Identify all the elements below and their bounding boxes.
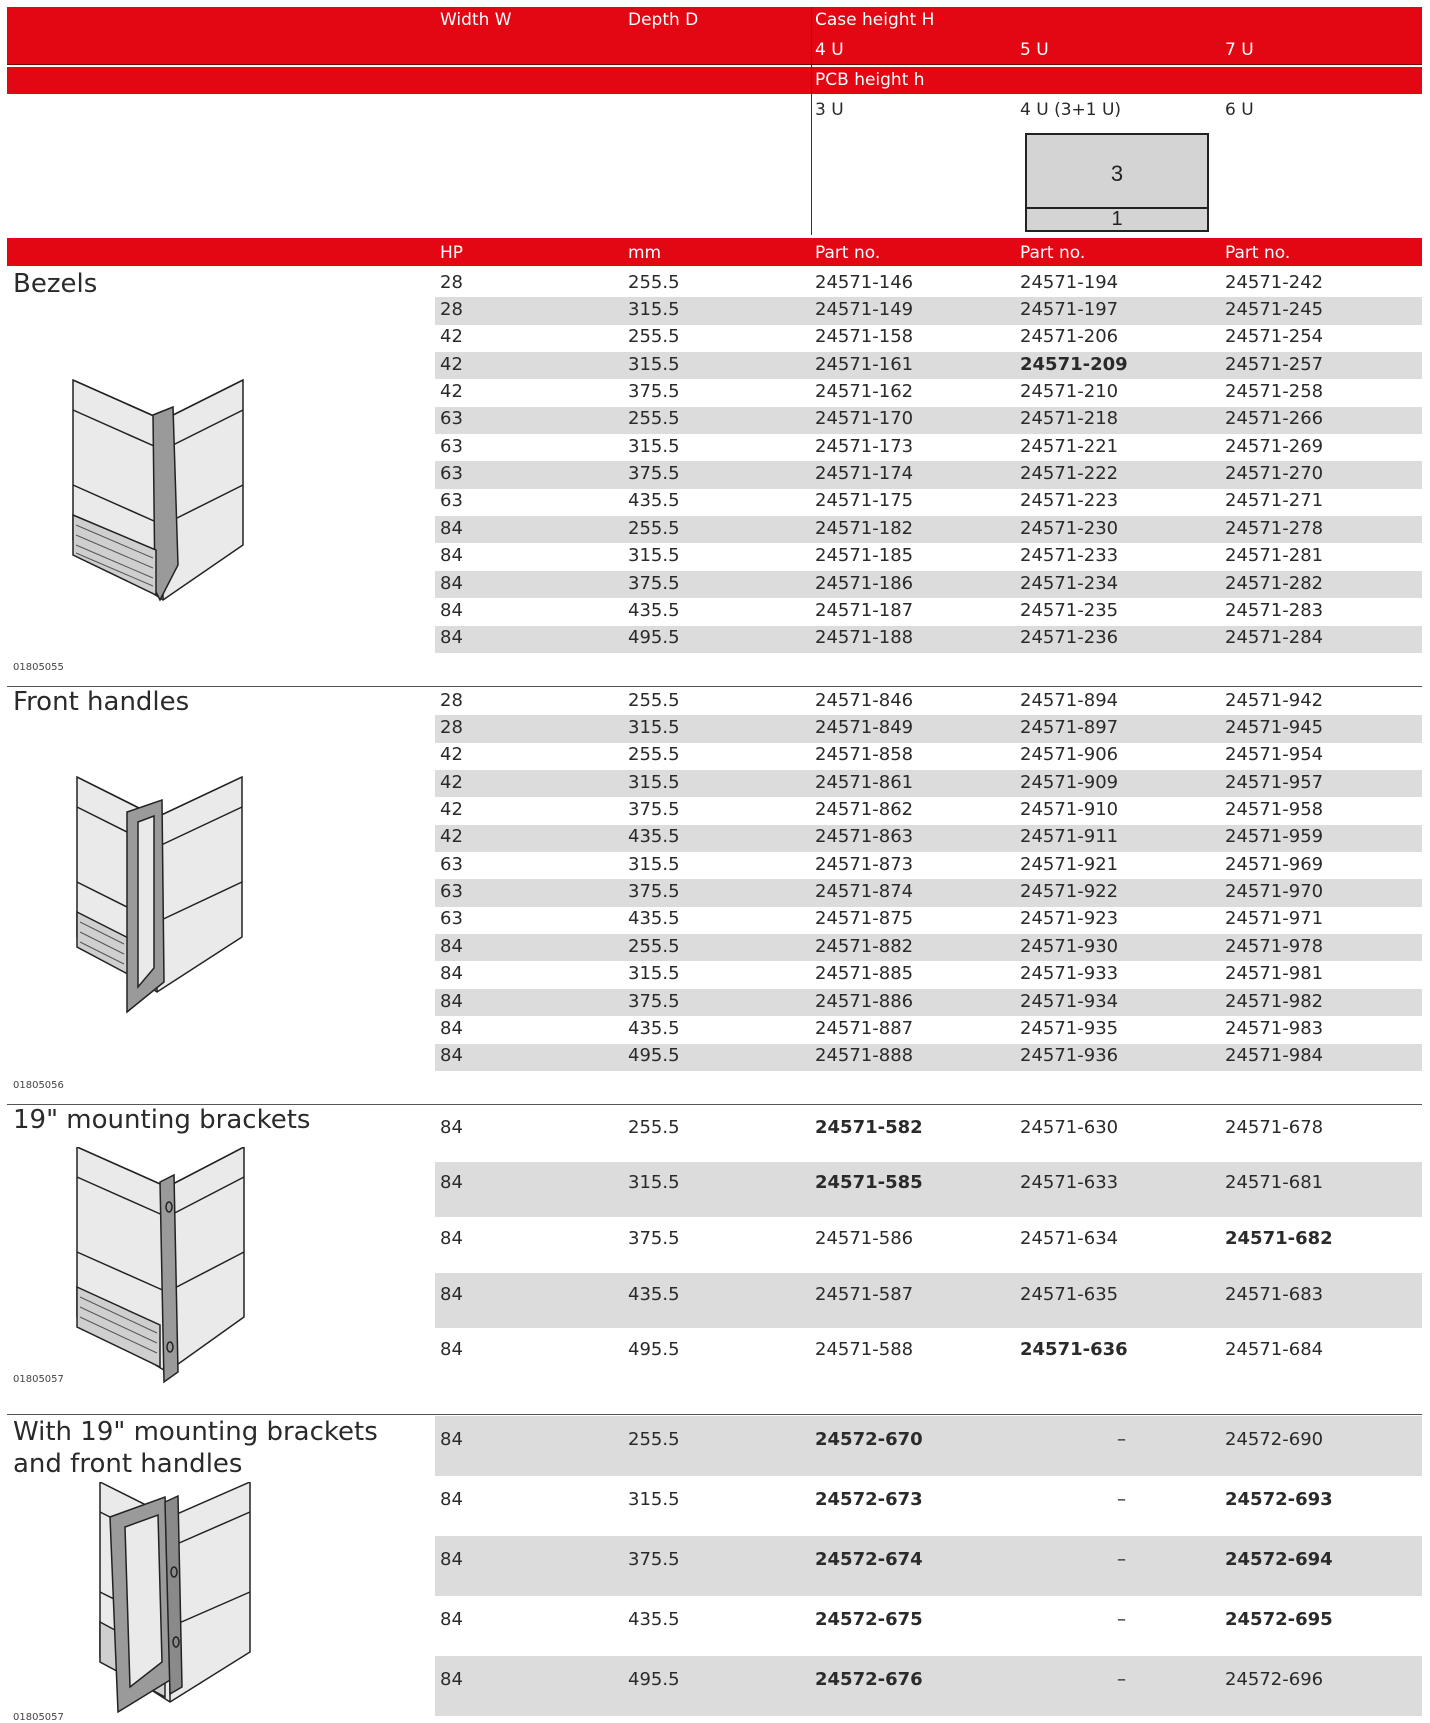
cell-part-no: 24571-863	[815, 826, 914, 848]
cell-part-no: 24571-234	[1020, 572, 1119, 594]
cell-mm: 255.5	[628, 326, 680, 348]
cell-part-no: 24571-282	[1225, 572, 1324, 594]
cell-part-no: 24571-170	[815, 408, 914, 430]
cell-part-no: 24571-209	[1020, 353, 1128, 375]
cell-part-no: 24571-186	[815, 572, 914, 594]
cell-part-no: 24571-886	[815, 990, 914, 1012]
cell-hp: 84	[440, 990, 463, 1012]
cell-hp: 84	[440, 599, 463, 621]
cell-part-no: 24571-218	[1020, 408, 1119, 430]
cell-part-no: 24571-894	[1020, 689, 1119, 711]
cell-part-no: 24571-911	[1020, 826, 1119, 848]
pcb-height-4u: 4 U (3+1 U)	[1020, 100, 1122, 120]
cell-part-no: 24571-188	[815, 627, 914, 649]
cell-part-no: 24571-182	[815, 517, 914, 539]
cell-part-no: 24572-696	[1225, 1669, 1324, 1690]
cell-part-no: 24571-874	[815, 881, 914, 903]
cell-mm: 375.5	[628, 463, 680, 485]
cell-part-no: 24571-187	[815, 599, 914, 621]
cell-part-no: 24571-149	[815, 299, 914, 321]
cell-part-no: 24571-909	[1020, 771, 1119, 793]
cell-part-no: 24571-862	[815, 799, 914, 821]
cell-part-no: 24571-242	[1225, 271, 1324, 293]
cell-mm: 495.5	[628, 1045, 680, 1067]
pcb-height-3u: 3 U	[815, 100, 844, 120]
cell-hp: 84	[440, 1489, 463, 1510]
cell-part-no: 24571-882	[815, 935, 914, 957]
cell-hp: 84	[440, 1339, 463, 1361]
cell-part-no: 24571-284	[1225, 627, 1324, 649]
cell-hp: 28	[440, 271, 463, 293]
header-bar-divider	[7, 64, 1422, 65]
pcb-diagram-top-label: 3	[1110, 161, 1124, 186]
col-hp: HP	[440, 243, 464, 263]
image-code: 01805055	[13, 662, 64, 673]
cell-part-no: 24571-258	[1225, 381, 1324, 403]
cell-part-no: –	[1117, 1669, 1126, 1690]
cell-hp: 63	[440, 408, 463, 430]
image-code: 01805056	[13, 1080, 64, 1091]
cell-part-no: 24571-230	[1020, 517, 1119, 539]
cell-part-no: 24571-158	[815, 326, 914, 348]
cell-mm: 315.5	[628, 353, 680, 375]
cell-hp: 63	[440, 881, 463, 903]
cell-part-no: 24571-678	[1225, 1116, 1324, 1138]
cell-hp: 84	[440, 517, 463, 539]
cell-mm: 315.5	[628, 963, 680, 985]
cell-mm: 315.5	[628, 1172, 680, 1194]
section-title: 19" mounting brackets	[13, 1105, 311, 1135]
cell-part-no: 24571-206	[1020, 326, 1119, 348]
cell-part-no: 24571-935	[1020, 1017, 1119, 1039]
cell-part-no: 24571-633	[1020, 1172, 1119, 1194]
cell-part-no: 24571-923	[1020, 908, 1119, 930]
cell-mm: 315.5	[628, 1489, 680, 1510]
cell-hp: 84	[440, 1609, 463, 1630]
cell-part-no: 24571-954	[1225, 744, 1324, 766]
image-code: 01805057	[13, 1712, 64, 1723]
cell-part-no: 24571-858	[815, 744, 914, 766]
cell-part-no: 24571-984	[1225, 1045, 1324, 1067]
cell-part-no: 24572-676	[815, 1669, 923, 1690]
cell-mm: 255.5	[628, 517, 680, 539]
section-title: With 19" mounting brackets and front handles	[13, 1417, 378, 1479]
cell-hp: 28	[440, 717, 463, 739]
cell-mm: 495.5	[628, 1669, 680, 1690]
cell-part-no: 24572-694	[1225, 1549, 1333, 1570]
cell-part-no: 24571-223	[1020, 490, 1119, 512]
col-part-5u: Part no.	[1020, 243, 1086, 263]
cell-part-no: 24571-194	[1020, 271, 1119, 293]
case-height-4u: 4 U	[815, 40, 844, 60]
cell-part-no: 24571-174	[815, 463, 914, 485]
cell-hp: 42	[440, 771, 463, 793]
cell-mm: 375.5	[628, 799, 680, 821]
cell-part-no: 24571-161	[815, 353, 914, 375]
cell-part-no: 24571-934	[1020, 990, 1119, 1012]
cell-part-no: 24571-922	[1020, 881, 1119, 903]
bezel-illustration	[68, 375, 248, 615]
cell-part-no: 24571-582	[815, 1116, 923, 1138]
cell-part-no: 24571-210	[1020, 381, 1119, 403]
case-height-7u: 7 U	[1225, 40, 1254, 60]
cell-hp: 63	[440, 908, 463, 930]
cell-part-no: 24571-270	[1225, 463, 1324, 485]
cell-mm: 255.5	[628, 271, 680, 293]
cell-part-no: 24571-958	[1225, 799, 1324, 821]
image-code: 01805057	[13, 1374, 64, 1385]
cell-part-no: 24571-146	[815, 271, 914, 293]
cell-part-no: 24571-681	[1225, 1172, 1324, 1194]
cell-part-no: 24571-588	[815, 1339, 914, 1361]
cell-part-no: 24571-873	[815, 853, 914, 875]
cell-hp: 42	[440, 353, 463, 375]
cell-part-no: 24572-693	[1225, 1489, 1333, 1510]
cell-hp: 84	[440, 1549, 463, 1570]
cell-mm: 435.5	[628, 599, 680, 621]
cell-mm: 255.5	[628, 935, 680, 957]
cell-part-no: 24571-235	[1020, 599, 1119, 621]
cell-part-no: 24571-585	[815, 1172, 923, 1194]
cell-part-no: 24571-921	[1020, 853, 1119, 875]
cell-part-no: –	[1117, 1609, 1126, 1630]
cell-part-no: 24571-278	[1225, 517, 1324, 539]
cell-hp: 28	[440, 689, 463, 711]
cell-mm: 375.5	[628, 990, 680, 1012]
cell-mm: 255.5	[628, 408, 680, 430]
cell-part-no: 24571-933	[1020, 963, 1119, 985]
cell-mm: 255.5	[628, 1429, 680, 1450]
cell-part-no: 24571-959	[1225, 826, 1324, 848]
cell-part-no: –	[1117, 1489, 1126, 1510]
cell-mm: 495.5	[628, 1339, 680, 1361]
cell-part-no: 24571-971	[1225, 908, 1324, 930]
depth-label: Depth D	[628, 10, 699, 30]
cell-mm: 435.5	[628, 1283, 680, 1305]
cell-part-no: 24571-957	[1225, 771, 1324, 793]
cell-part-no: 24571-221	[1020, 435, 1119, 457]
cell-part-no: 24571-684	[1225, 1339, 1324, 1361]
cell-hp: 84	[440, 935, 463, 957]
cell-part-no: 24572-670	[815, 1429, 923, 1450]
cell-part-no: 24571-942	[1225, 689, 1324, 711]
cell-hp: 84	[440, 1172, 463, 1194]
cell-mm: 435.5	[628, 908, 680, 930]
cell-part-no: 24571-635	[1020, 1283, 1119, 1305]
cell-hp: 42	[440, 826, 463, 848]
cell-hp: 84	[440, 1116, 463, 1138]
cell-hp: 84	[440, 963, 463, 985]
cell-part-no: 24571-981	[1225, 963, 1324, 985]
cell-part-no: 24571-875	[815, 908, 914, 930]
cell-hp: 84	[440, 1429, 463, 1450]
cell-part-no: 24571-269	[1225, 435, 1324, 457]
cell-part-no: 24572-690	[1225, 1429, 1324, 1450]
cell-mm: 315.5	[628, 717, 680, 739]
cell-part-no: 24571-197	[1020, 299, 1119, 321]
cell-hp: 42	[440, 381, 463, 403]
cell-part-no: 24571-281	[1225, 545, 1324, 567]
cell-part-no: 24571-982	[1225, 990, 1324, 1012]
cell-part-no: 24571-978	[1225, 935, 1324, 957]
cell-part-no: 24571-970	[1225, 881, 1324, 903]
col-part-4u: Part no.	[815, 243, 881, 263]
cell-part-no: 24571-283	[1225, 599, 1324, 621]
cell-part-no: 24571-683	[1225, 1283, 1324, 1305]
cell-part-no: 24572-695	[1225, 1609, 1333, 1630]
cell-part-no: 24571-682	[1225, 1228, 1333, 1249]
cell-part-no: 24571-634	[1020, 1228, 1119, 1249]
cell-part-no: 24571-175	[815, 490, 914, 512]
cell-mm: 435.5	[628, 1017, 680, 1039]
cell-part-no: 24572-673	[815, 1489, 923, 1510]
cell-hp: 42	[440, 744, 463, 766]
front-handle-illustration	[72, 772, 252, 1017]
cell-hp: 84	[440, 1228, 463, 1249]
section-divider	[7, 1414, 1422, 1415]
pcb-height-6u: 6 U	[1225, 100, 1254, 120]
cell-mm: 315.5	[628, 771, 680, 793]
cell-mm: 255.5	[628, 1116, 680, 1138]
cell-mm: 375.5	[628, 1228, 680, 1249]
cell-part-no: 24571-888	[815, 1045, 914, 1067]
cell-mm: 315.5	[628, 853, 680, 875]
cell-hp: 42	[440, 326, 463, 348]
cell-hp: 63	[440, 463, 463, 485]
cell-part-no: 24571-236	[1020, 627, 1119, 649]
cell-hp: 28	[440, 299, 463, 321]
cell-part-no: 24571-983	[1225, 1017, 1324, 1039]
cell-mm: 435.5	[628, 826, 680, 848]
pcb-diagram	[1025, 133, 1209, 232]
width-label: Width W	[440, 10, 512, 30]
cell-part-no: –	[1117, 1429, 1126, 1450]
cell-hp: 84	[440, 627, 463, 649]
cell-part-no: 24571-271	[1225, 490, 1324, 512]
cell-hp: 84	[440, 1045, 463, 1067]
cell-mm: 315.5	[628, 435, 680, 457]
cell-part-no: 24571-849	[815, 717, 914, 739]
case-height-label: Case height H	[815, 10, 935, 30]
cell-mm: 255.5	[628, 744, 680, 766]
cell-part-no: –	[1117, 1549, 1126, 1570]
cell-part-no: 24571-936	[1020, 1045, 1119, 1067]
cell-hp: 84	[440, 572, 463, 594]
cell-part-no: 24571-587	[815, 1283, 914, 1305]
cell-part-no: 24571-162	[815, 381, 914, 403]
case-height-5u: 5 U	[1020, 40, 1049, 60]
cell-part-no: 24571-969	[1225, 853, 1324, 875]
header-bar-pcb	[7, 67, 1422, 94]
cell-mm: 375.5	[628, 381, 680, 403]
cell-part-no: 24571-185	[815, 545, 914, 567]
cell-hp: 84	[440, 1669, 463, 1690]
cell-part-no: 24571-233	[1020, 545, 1119, 567]
cell-part-no: 24571-861	[815, 771, 914, 793]
cell-part-no: 24571-636	[1020, 1339, 1128, 1361]
section-title: Front handles	[13, 687, 190, 717]
cell-mm: 375.5	[628, 572, 680, 594]
pcb-height-label: PCB height h	[815, 70, 925, 90]
cell-mm: 375.5	[628, 1549, 680, 1570]
mounting-bracket-illustration	[72, 1147, 252, 1387]
cell-part-no: 24572-674	[815, 1549, 923, 1570]
cell-part-no: 24571-586	[815, 1228, 914, 1249]
column-header-bar	[7, 238, 1422, 266]
cell-part-no: 24571-266	[1225, 408, 1324, 430]
col-part-7u: Part no.	[1225, 243, 1291, 263]
cell-hp: 63	[440, 435, 463, 457]
cell-part-no: 24571-910	[1020, 799, 1119, 821]
cell-mm: 495.5	[628, 627, 680, 649]
pcb-diagram-bottom-label: 1	[1111, 208, 1123, 230]
cell-part-no: 24571-257	[1225, 353, 1324, 375]
cell-part-no: 24571-630	[1020, 1116, 1119, 1138]
cell-hp: 84	[440, 1017, 463, 1039]
cell-mm: 435.5	[628, 490, 680, 512]
cell-mm: 315.5	[628, 299, 680, 321]
cell-hp: 63	[440, 490, 463, 512]
cell-part-no: 24571-846	[815, 689, 914, 711]
cell-part-no: 24571-945	[1225, 717, 1324, 739]
cell-hp: 42	[440, 799, 463, 821]
cell-part-no: 24571-173	[815, 435, 914, 457]
cell-mm: 255.5	[628, 689, 680, 711]
cell-mm: 375.5	[628, 881, 680, 903]
cell-hp: 63	[440, 853, 463, 875]
cell-part-no: 24571-887	[815, 1017, 914, 1039]
cell-mm: 315.5	[628, 545, 680, 567]
cell-hp: 84	[440, 545, 463, 567]
section-title: Bezels	[13, 269, 98, 299]
cell-part-no: 24571-897	[1020, 717, 1119, 739]
cell-part-no: 24571-906	[1020, 744, 1119, 766]
cell-part-no: 24571-885	[815, 963, 914, 985]
cell-part-no: 24571-254	[1225, 326, 1324, 348]
cell-part-no: 24572-675	[815, 1609, 923, 1630]
cell-part-no: 24571-930	[1020, 935, 1119, 957]
header-bar-top	[7, 7, 1422, 65]
cell-part-no: 24571-245	[1225, 299, 1324, 321]
cell-hp: 84	[440, 1283, 463, 1305]
col-mm: mm	[628, 243, 662, 263]
cell-part-no: 24571-222	[1020, 463, 1119, 485]
cell-mm: 435.5	[628, 1609, 680, 1630]
header-vertical-line	[811, 7, 812, 235]
bracket-and-handle-illustration	[70, 1482, 260, 1717]
